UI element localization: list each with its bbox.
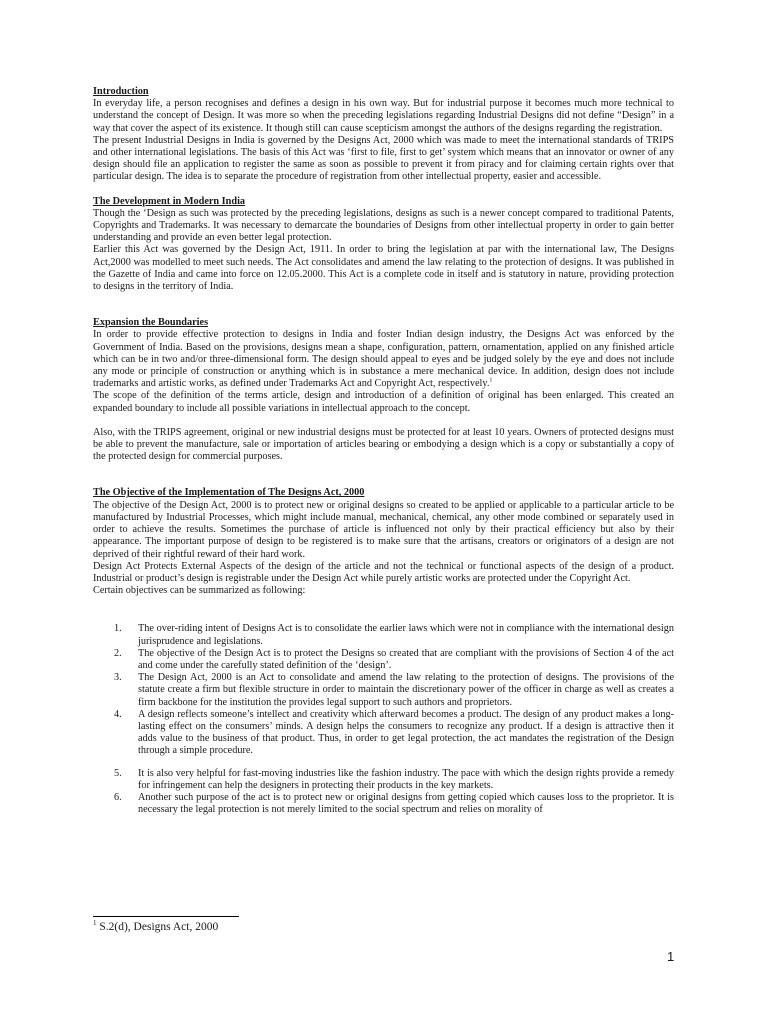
paragraph: In everyday life, a person recognises and defines a design in his own way. But for industrial purpose it becomes much more technical to understand the concept of Design. It was more so when the preceding legislations regarding Industrial Designs did not define “Design” in a way that cover the aspect of its existence. It though still can cause scepticism amongst the authors of the designs regarding the registration.: [93, 98, 674, 134]
list-item: [93, 623, 674, 647]
list-number: 6.: [114, 791, 122, 803]
paragraph: Also, with the TRIPS agreement, original or new industrial designs must be protected for at least 10 years. Owners of protected designs must be able to prevent the manufacture, sale or importation of articles bearing or embodying a design which is a copy or substantially a copy of the protected design for commercial purposes.: [93, 426, 674, 463]
footnote: [93, 921, 218, 933]
page-number: 1: [667, 949, 675, 964]
heading-expansion: Expansion the Boundaries: [93, 317, 209, 329]
paragraph-with-footnote: [93, 329, 674, 390]
heading-introduction: Introduction: [93, 86, 149, 97]
footnote-separator: [93, 916, 239, 917]
paragraph: The present Industrial Designs in India is governed by the Designs Act, 2000 which was made to meet the international standards of TRIPS and other international legislations. The basis of this Act was ‘first to file, first to get’ system which means that an innovator or owner of any design should file an application to register the same as soon as possible to prevent it from piracy and for claiming certain rights over that particular design. The idea is to separate the procedure of registration from other intellectual property, easier and accessible.: [93, 134, 674, 183]
paragraph: Certain objectives can be summarized as following:: [93, 585, 306, 597]
list-number: 3.: [114, 672, 122, 684]
list-number: 5.: [114, 767, 122, 779]
list-item-text: It is also very helpful for fast-moving industries like the fashion industry. The pace with which the design rights provide a remedy for infringement can help the designers in protecting their products in the key markets.: [138, 767, 674, 791]
list-number: 2.: [114, 647, 122, 659]
heading-development: The Development in Modern India: [93, 195, 246, 207]
paragraph: The objective of the Design Act, 2000 is to protect new or original designs so created to be applied or applicable to a particular article to be manufactured by Industrial Processes, which might include manual, mechanical, chemical, any other mode combined or separately used in order to achieve the results. Sometimes the purchase of article is influenced not only by their practical efficiency but also by their appearance. The important purpose of design to be registered is to make sure that the artisans, creators or originators of a design are not deprived of their rightful reward of their hard work.: [93, 499, 674, 560]
list-item-text: The objective of the Design Act is to protect the Designs so created that are compliant with the provisions of Section 4 of the act and come under the carefully stated definition of the ‘design’.: [138, 647, 674, 671]
heading-objective: The Objective of the Implementation of The Designs Act, 2000: [93, 487, 365, 499]
paragraph: Though the ‘Design as such was protected by the preceding legislations, designs as such is a newer concept compared to traditional Patents, Copyrights and Trademarks. It was necessary to demarcate the boundaries of Designs from other intellectual property in order to gain better understanding and provide an even better legal protection.: [93, 207, 674, 244]
list-item: [93, 768, 674, 792]
paragraph: Earlier this Act was governed by the Design Act, 1911. In order to bring the legislation at par with the international law, The Designs Act,2000 was modelled to meet such needs. The Act consolidates and amend the law relating to the protection of designs. It was published in the Gazette of India and came into force on 12.05.2000. This Act is a complete code in itself and is statutory in nature, providing protection to designs in the territory of India.: [93, 244, 674, 293]
paragraph: The scope of the definition of the terms article, design and introduction of a definition of original has been enlarged. This created an expanded boundary to include all possible variations in intellectual approach to the concept.: [93, 390, 674, 414]
list-item: [93, 672, 674, 709]
list-item-text: A design reflects someone’s intellect and creativity which afterward becomes a product. The design of any product makes a long-lasting effect on the consumers’ minds. A design helps the consumers to recognize any product. If a design is attractive then it adds value to the business of that product. Thus, in order to get legal protection, the act mandates the registration of the Design through a simple procedure.: [138, 708, 674, 757]
document-body: [93, 86, 674, 816]
list-item-text: The over-riding intent of Designs Act is to consolidate the earlier laws which were not in compliance with the international design jurisprudence and legislations.: [138, 623, 674, 647]
footnote-text: S.2(d), Designs Act, 2000: [96, 921, 219, 933]
footnote-reference[interactable]: 1: [489, 377, 493, 384]
list-number: 4.: [114, 708, 122, 720]
paragraph: Design Act Protects External Aspects of the design of the article and not the technical or functional aspects of the design of a product. Industrial or product’s design is registrable under the Design Act while purely artistic works are protected under the Copyright Act.: [93, 560, 674, 584]
list-item: [93, 709, 674, 758]
list-item-text: The Design Act, 2000 is an Act to consolidate and amend the law relating to the protection of designs. The provisions of the statute create a firm but flexible structure in order to maintain the discretionary power of the officer in charge as well as creates a firm backbone for the institution the provides legal support to such authors and proprietors.: [138, 672, 674, 708]
paragraph-text: In order to provide effective protection to designs in India and foster Indian design industry, the Designs Act was enforced by the Government of India. Based on the provisions, designs mean a shape, configuration, pattern, ornamentation, applied on any finished article which can be in two and/or three-dimensional form. The design should appeal to eyes and be judged solely by the eye and does not include any mode or principle of construction or anything which is in substance a mere mechanical device. In addition, design does not include trademarks and artistic works, as defined under Trademarks Act and Copyright Act, respectively.: [93, 329, 674, 390]
list-item: [93, 648, 674, 672]
footnote-marker: 1: [93, 919, 97, 928]
list-number: 1.: [114, 623, 122, 635]
list-item-text: Another such purpose of the act is to protect new or original designs from getting copied which causes loss to the proprietor. It is necessary the legal protection is not merely limited to the social spectrum and relies on morality of: [138, 791, 674, 816]
list-item: [93, 792, 674, 816]
objectives-list: [93, 623, 674, 816]
